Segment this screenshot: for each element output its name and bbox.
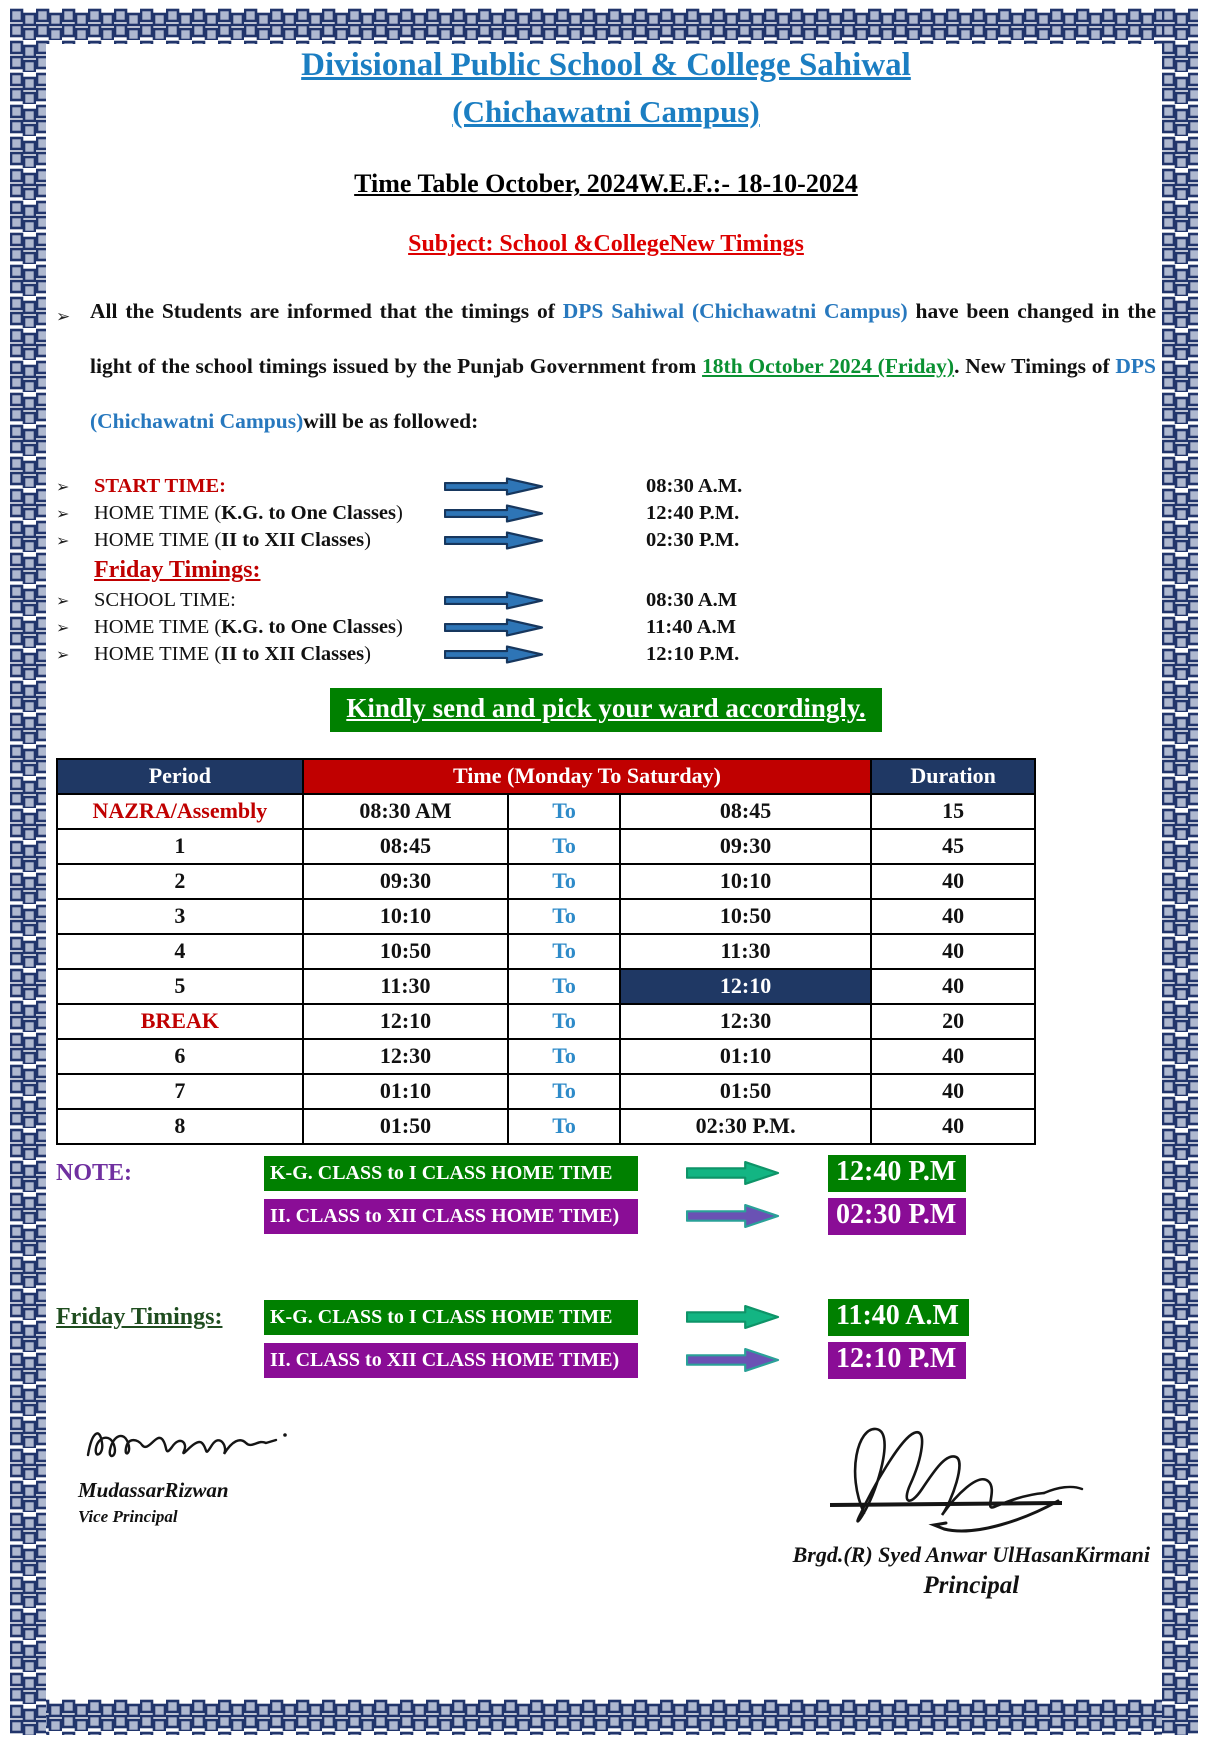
arrow-bullet-icon: ➢ [56, 503, 70, 523]
timing-value: 08:30 A.M. [646, 474, 743, 497]
notice-part4: will be as followed: [303, 408, 479, 433]
to-cell: To [508, 1074, 620, 1109]
timetable-row [57, 794, 1035, 829]
period-cell: 5 [57, 969, 303, 1004]
vice-principal-role: Vice Principal [78, 1506, 178, 1526]
end-time-cell: 02:30 P.M. [620, 1109, 871, 1144]
note-row [56, 1342, 1156, 1379]
period-timetable [56, 758, 1036, 1145]
home-time-banner: K-G. CLASS to I CLASS HOME TIME [264, 1300, 638, 1335]
arrow-bullet-icon: ➢ [56, 644, 70, 664]
principal-signature-icon [806, 1413, 1136, 1535]
end-time-cell: 01:50 [620, 1074, 871, 1109]
arrow-bullet-icon: ➢ [56, 617, 70, 637]
timing-row [56, 527, 1156, 554]
friday-timings-heading: Friday Timings: [94, 556, 261, 583]
duration-cell: 15 [871, 794, 1035, 829]
border-top [10, 8, 1198, 44]
duration-cell: 40 [871, 899, 1035, 934]
note-row [56, 1198, 1156, 1235]
timetable-title: Time Table October, 2024W.E.F.:- 18-10-2024 [354, 169, 858, 199]
timetable-row [57, 1109, 1035, 1144]
duration-cell: 40 [871, 1109, 1035, 1144]
vice-principal-signature-icon [78, 1413, 313, 1471]
notice-part3: . New Timings of [954, 354, 1116, 379]
timing-label [94, 502, 444, 525]
arrow-icon [686, 1304, 780, 1330]
border-bottom [10, 1699, 1198, 1735]
duration-cell: 40 [871, 934, 1035, 969]
vice-principal-name: MudassarRizwan [78, 1477, 229, 1502]
notice-part2: have been changed in the light of the school timings issued by the Punjab Government from [90, 299, 1156, 379]
start-time-cell: 10:50 [303, 934, 508, 969]
arrow-shape [444, 504, 546, 523]
period-cell: 1 [57, 829, 303, 864]
timing-label-post: ) [364, 642, 371, 665]
notice-text [90, 284, 1156, 448]
start-time-cell: 09:30 [303, 864, 508, 899]
home-time-banner: II. CLASS to XII CLASS HOME TIME) [264, 1343, 638, 1378]
note-label-slot [56, 1304, 264, 1331]
timing-label [94, 475, 444, 498]
start-time-cell: 12:10 [303, 1004, 508, 1039]
dps-campus-highlight: DPS Sahiwal (Chichawatni Campus) [562, 299, 908, 324]
timetable-row [57, 1004, 1035, 1039]
period-cell: 8 [57, 1109, 303, 1144]
note-label-slot [56, 1160, 264, 1187]
arrow-bullet-icon: ➢ [56, 530, 70, 550]
home-time-value: 12:40 P.M [828, 1155, 966, 1192]
start-time-cell: 08:30 AM [303, 794, 508, 829]
timing-label-post: ) [364, 528, 371, 551]
timing-label-strong: II to XII Classes [221, 528, 365, 551]
to-cell: To [508, 1109, 620, 1144]
signatures-row [56, 1413, 1156, 1600]
to-cell: To [508, 794, 620, 829]
timing-value: 11:40 A.M [646, 615, 736, 638]
home-time-value: 12:10 P.M [828, 1342, 966, 1379]
principal-block [793, 1413, 1150, 1600]
note-row [56, 1155, 1156, 1192]
timing-label [94, 529, 444, 552]
timing-row [56, 641, 1156, 668]
arrow-shape [444, 477, 546, 496]
note-label: NOTE: [56, 1159, 133, 1186]
timing-row [56, 614, 1156, 641]
end-time-cell: 11:30 [620, 934, 871, 969]
arrow-shape [638, 1347, 828, 1373]
duration-cell: 45 [871, 829, 1035, 864]
home-time-value: 11:40 A.M [828, 1299, 969, 1336]
timing-label-strong: II to XII Classes [221, 642, 365, 665]
principal-name: Brgd.(R) Syed Anwar UlHasanKirmani [792, 1541, 1150, 1567]
arrow-icon [444, 618, 544, 637]
home-time-banner: II. CLASS to XII CLASS HOME TIME) [264, 1199, 638, 1234]
end-time-cell: 12:30 [620, 1004, 871, 1039]
arrow-icon [444, 645, 544, 664]
kindly-banner: Kindly send and pick your ward accordingly. [330, 688, 881, 732]
subject-line: Subject: School &CollegeNew Timings [408, 231, 804, 258]
end-time-cell: 10:50 [620, 899, 871, 934]
timing-label [94, 616, 444, 639]
period-cell: 2 [57, 864, 303, 899]
end-time-cell: 09:30 [620, 829, 871, 864]
school-name-title: Divisional Public School & College Sahiwal [301, 47, 911, 83]
time-header: Time (Monday To Saturday) [303, 759, 871, 794]
arrow-icon [444, 591, 544, 610]
arrow-icon [686, 1203, 780, 1229]
to-cell: To [508, 1039, 620, 1074]
timetable-row [57, 899, 1035, 934]
arrow-icon [686, 1347, 780, 1373]
border-right [1162, 8, 1198, 1735]
arrow-shape [638, 1160, 828, 1186]
duration-header: Duration [871, 759, 1035, 794]
end-time-cell: 12:10 [620, 969, 871, 1004]
note-section [56, 1155, 1156, 1235]
arrow-icon [444, 504, 544, 523]
to-cell: To [508, 934, 620, 969]
timing-row [56, 587, 1156, 614]
timing-list [56, 473, 1156, 554]
arrow-bullet-icon: ➢ [56, 590, 70, 610]
period-cell: 4 [57, 934, 303, 969]
arrow-shape [444, 591, 546, 610]
arrow-bullet-icon: ➢ [56, 476, 70, 496]
arrow-shape [444, 645, 546, 664]
start-time-cell: 01:50 [303, 1109, 508, 1144]
duration-cell: 40 [871, 864, 1035, 899]
campus-title: (Chichawatni Campus) [452, 93, 760, 129]
timing-label-pre: HOME TIME ( [94, 528, 222, 551]
start-time-cell: 11:30 [303, 969, 508, 1004]
start-time-cell: 01:10 [303, 1074, 508, 1109]
start-time-cell: 12:30 [303, 1039, 508, 1074]
arrow-shape [444, 531, 546, 550]
timing-label [94, 643, 444, 666]
duration-cell: 40 [871, 1074, 1035, 1109]
end-time-cell: 08:45 [620, 794, 871, 829]
to-cell: To [508, 864, 620, 899]
timetable-row [57, 934, 1035, 969]
timing-label-strong: K.G. to One Classes [221, 501, 396, 524]
timing-label-pre: HOME TIME ( [94, 615, 222, 638]
end-time-cell: 10:10 [620, 864, 871, 899]
timetable-row [57, 864, 1035, 899]
home-time-banner: K-G. CLASS to I CLASS HOME TIME [264, 1156, 638, 1191]
arrow-shape [444, 618, 546, 637]
note-label: Friday Timings: [56, 1303, 223, 1330]
dps-campus-highlight-2: DPS (Chichawatni Campus) [90, 354, 1157, 433]
notice-paragraph [56, 284, 1156, 448]
duration-cell: 40 [871, 1039, 1035, 1074]
friday-timing-list [56, 587, 1156, 668]
end-time-cell: 01:10 [620, 1039, 871, 1074]
arrow-shape [638, 1203, 828, 1229]
principal-role: Principal [923, 1571, 1020, 1599]
arrow-shape [638, 1304, 828, 1330]
border-left [10, 8, 46, 1735]
kindly-banner-wrap [56, 688, 1156, 732]
arrow-bullet-icon: ➢ [56, 307, 71, 328]
timing-label-pre: START TIME: [94, 474, 226, 497]
timing-label-strong: K.G. to One Classes [221, 615, 396, 638]
to-cell: To [508, 829, 620, 864]
arrow-icon [444, 531, 544, 550]
document-content [56, 42, 1156, 1600]
timing-value: 12:10 P.M. [646, 642, 740, 665]
period-cell: 3 [57, 899, 303, 934]
timing-label-pre: SCHOOL TIME: [94, 588, 236, 611]
timetable-header-row [57, 759, 1035, 794]
home-time-value: 02:30 P.M [828, 1198, 966, 1235]
friday-note-section [56, 1299, 1156, 1379]
timing-label-post: ) [396, 501, 403, 524]
effective-date: 18th October 2024 (Friday) [702, 354, 955, 379]
timing-value: 08:30 A.M [646, 588, 738, 611]
timing-label [94, 589, 444, 612]
timing-label-pre: HOME TIME ( [94, 642, 222, 665]
timing-row [56, 473, 1156, 500]
note-row [56, 1299, 1156, 1336]
timing-row [56, 500, 1156, 527]
start-time-cell: 10:10 [303, 899, 508, 934]
timing-label-post: ) [396, 615, 403, 638]
timing-value: 12:40 P.M. [646, 501, 740, 524]
timetable-row [57, 1039, 1035, 1074]
arrow-icon [686, 1160, 780, 1186]
to-cell: To [508, 969, 620, 1004]
period-cell: 7 [57, 1074, 303, 1109]
spacer [56, 1241, 1156, 1289]
period-header: Period [57, 759, 303, 794]
arrow-icon [444, 477, 544, 496]
duration-cell: 20 [871, 1004, 1035, 1039]
notice-part1: All the Students are informed that the timings of [90, 299, 563, 324]
timetable-row [57, 969, 1035, 1004]
vice-principal-block [78, 1413, 498, 1527]
timing-value: 02:30 P.M. [646, 528, 740, 551]
timetable-row [57, 829, 1035, 864]
period-cell: BREAK [57, 1004, 303, 1039]
period-cell: NAZRA/Assembly [57, 794, 303, 829]
duration-cell: 40 [871, 969, 1035, 1004]
to-cell: To [508, 899, 620, 934]
start-time-cell: 08:45 [303, 829, 508, 864]
period-cell: 6 [57, 1039, 303, 1074]
timetable-row [57, 1074, 1035, 1109]
to-cell: To [508, 1004, 620, 1039]
timing-label-pre: HOME TIME ( [94, 501, 222, 524]
